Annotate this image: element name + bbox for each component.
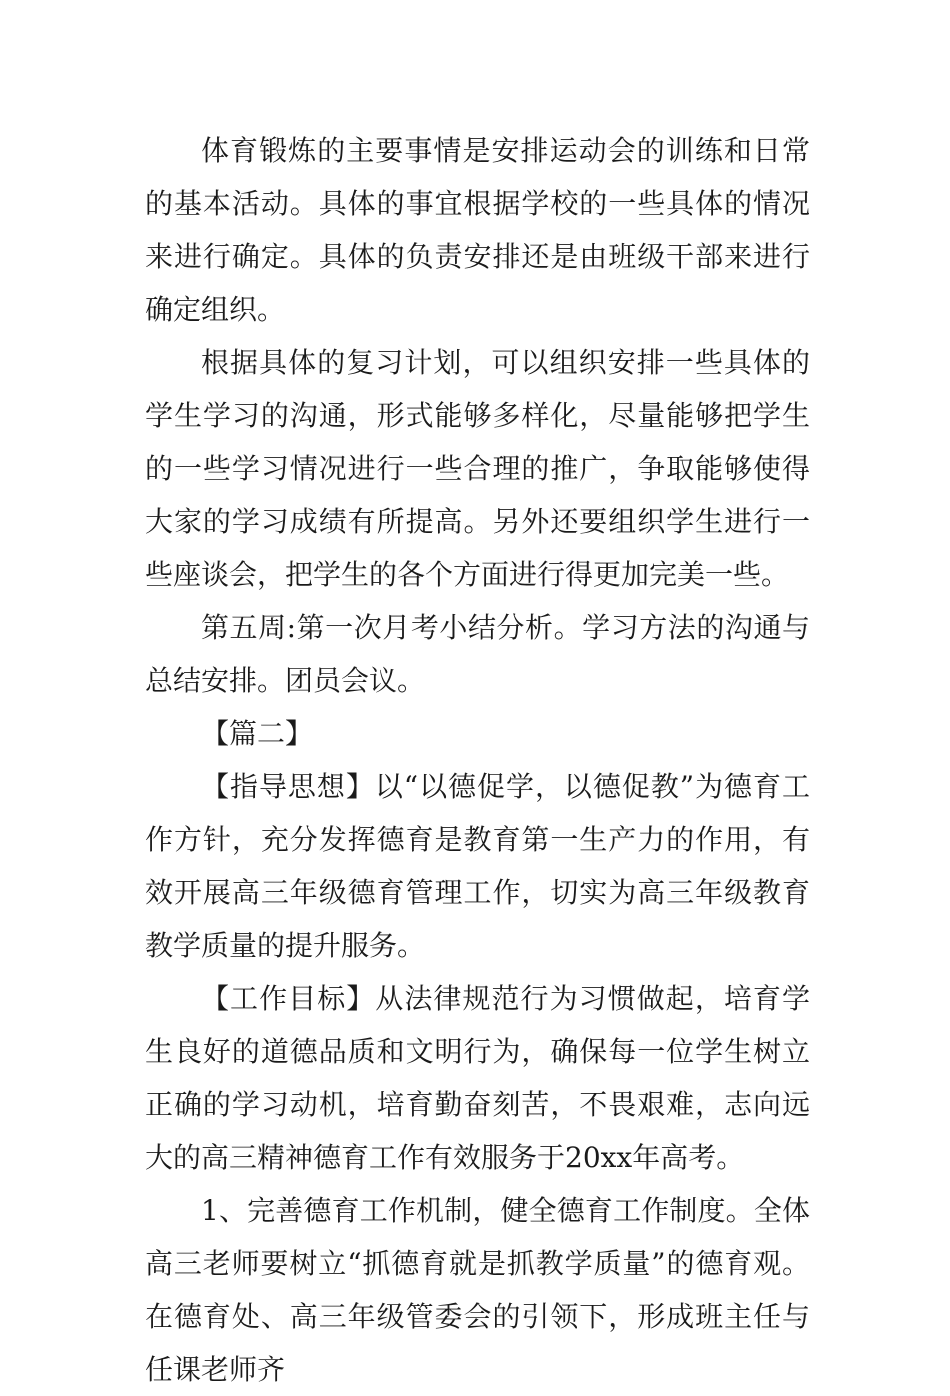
paragraph-sports-training: 体育锻炼的主要事情是安排运动会的训练和日常的基本活动。具体的事宜根据学校的一些具体的情况来进行确定。具体的负责安排还是由班级干部来进行确定组织。 bbox=[145, 134, 810, 326]
document-body bbox=[145, 124, 810, 1396]
paragraph-work-goal: 【工作目标】从法律规范行为习惯做起，培育学生良好的道德品质和文明行为，确保每一位学生树立正确的学习动机，培育勤奋刻苦，不畏艰难，志向远大的高三精神德育工作有效服务于20xx年高考。 bbox=[145, 982, 810, 1174]
paragraph-item-one: 1、完善德育工作机制，健全德育工作制度。全体高三老师要树立“抓德育就是抓教学质量”的德育观。在德育处、高三年级管委会的引领下，形成班主任与任课老师齐 bbox=[145, 1194, 810, 1386]
section-heading-part-two: 【篇二】 bbox=[201, 717, 314, 750]
paragraph-review-plan: 根据具体的复习计划，可以组织安排一些具体的学生学习的沟通，形式能够多样化，尽量能够把学生的一些学习情况进行一些合理的推广，争取能够使得大家的学习成绩有所提高。另外还要组织学生进行一些座谈会，把学生的各个方面进行得更加完美一些。 bbox=[145, 346, 810, 591]
paragraph-week-five: 第五周:第一次月考小结分析。学习方法的沟通与总结安排。团员会议。 bbox=[145, 611, 810, 697]
paragraph-guiding-idea: 【指导思想】以“以德促学，以德促教”为德育工作方针，充分发挥德育是教育第一生产力的作用，有效开展高三年级德育管理工作，切实为高三年级教育教学质量的提升服务。 bbox=[145, 770, 810, 962]
